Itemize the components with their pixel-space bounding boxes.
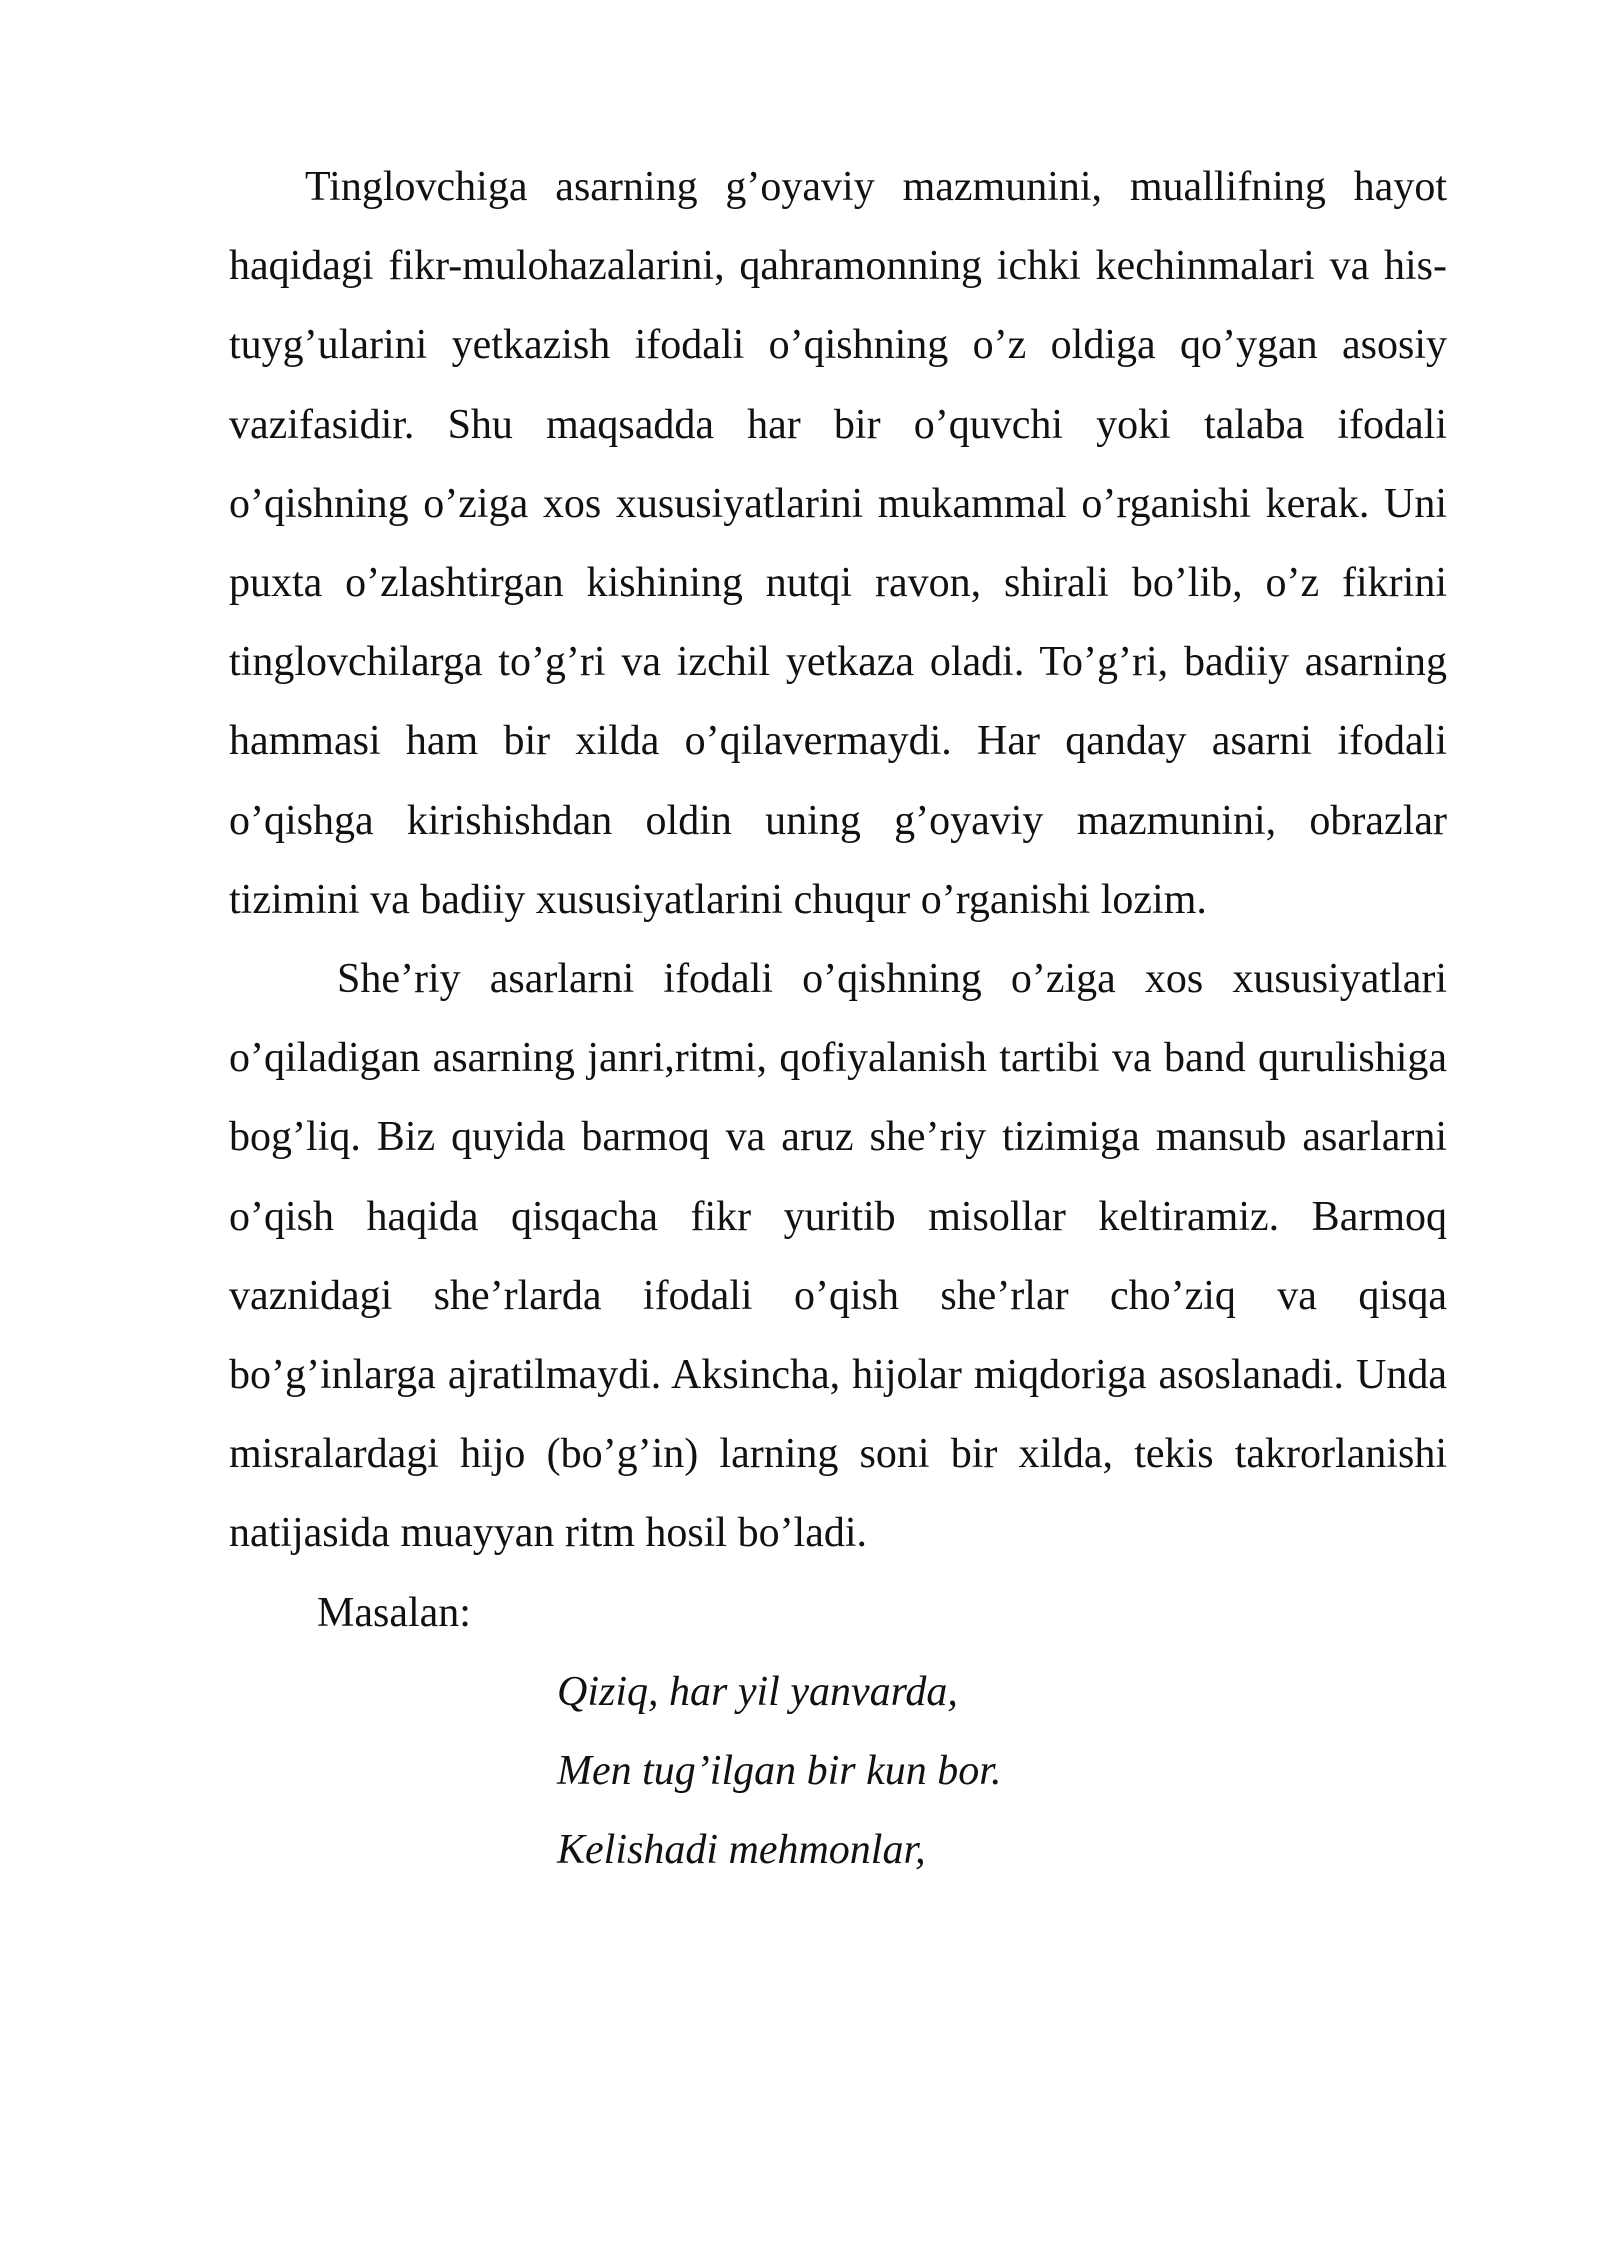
verse-line: Qiziq, har yil yanvarda, (557, 1668, 958, 1715)
verse-excerpt (229, 1653, 1447, 1891)
document-body (229, 148, 1447, 1890)
paragraph-poetic-reading-features: She’riy asarlarni ifodali o’qishning o’ziga xos xususiyatlari o’qiladigan asarning janri,ritmi, qofiyalanish tartibi va band qurulishiga bog’liq. Biz quyida barmoq va aruz she’riy tizimiga mansub asarlarni o’qish haqida qisqacha fikr yuritib misollar keltiramiz. Barmoq vaznidagi she’rlarda ifodali o’qish she’rlar cho’ziq va qisqa bo’g’inlarga ajratilmaydi. Aksincha, hijolar miqdoriga asoslanadi. Unda misralardagi hijo (bo’g’in) larning soni bir xilda, tekis takrorlanishi natijasida muayyan ritm hosil bo’ladi. (229, 956, 1447, 1557)
example-label: Masalan: (317, 1589, 471, 1636)
paragraph-expressive-reading-goal: Tinglovchiga asarning g’oyaviy mazmunini, muallifning hayot haqidagi fikr-mulohazalarini, qahramonning ichki kechinmalari va his-tuyg’ularini yetkazish ifodali o’qishning o’z oldiga qo’ygan asosiy vazifasidir. Shu maqsadda har bir o’quvchi yoki talaba ifodali o’qishning o’ziga xos xususiyatlarini mukammal o’rganishi kerak. Uni puxta o’zlashtirgan kishining nutqi ravon, shirali bo’lib, o’z fikrini tinglovchilarga to’g’ri va izchil yetkaza oladi. To’g’ri, badiiy asarning hammasi ham bir xilda o’qilavermaydi. Har qanday asarni ifodali o’qishga kirishishdan oldin uning g’oyaviy mazmunini, obrazlar tizimini va badiiy xususiyatlarini chuqur o’rganishi lozim. (229, 164, 1447, 923)
verse-line: Kelishadi mehmonlar, (557, 1827, 926, 1874)
verse-line: Men tug’ilgan bir kun bor. (557, 1748, 1002, 1795)
